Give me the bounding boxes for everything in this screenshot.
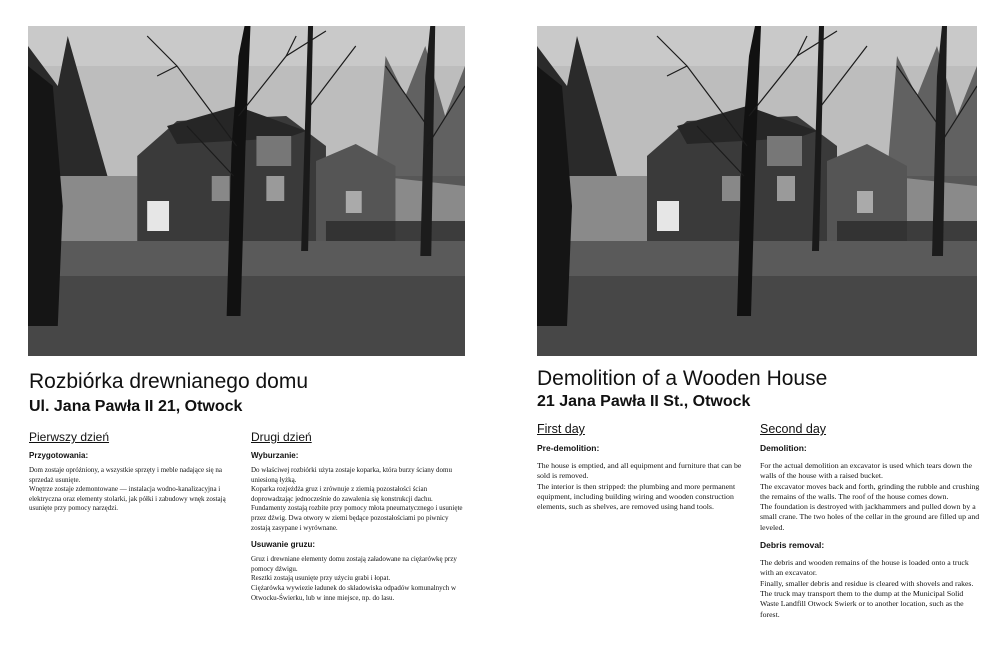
paragraph: Do właściwej rozbiórki użyta zostaje koparka, która burzy ściany domu uniesioną łyżką. <box>251 466 452 484</box>
paragraph: Koparka rozjeżdża gruz i zrównuje z ziemią pozostałości ścian doprowadzając jednocześnie do zawalenia się konstrukcji dachu. <box>251 485 433 503</box>
paragraph: Fundamenty zostają rozbite przy pomocy młota pneumatycznego i usunięte przez dźwig. Dwa otwory w ziemi będące pozostałościami po piwnicy zostają zasypane i wyrównane. <box>251 504 463 532</box>
paragraph: The debris and wooden remains of the house is loaded onto a truck with an excavator. <box>760 558 969 578</box>
paragraph: Gruz i drewniane elementy domu zostają załadowane na ciężarówkę przy pomocy dźwigu. <box>251 555 457 573</box>
day-one-column <box>29 430 244 514</box>
day-one-column <box>537 422 751 512</box>
day-two-column <box>760 422 982 620</box>
page-subtitle: Ul. Jana Pawła II 21, Otwock <box>29 398 243 415</box>
day-two-column <box>251 430 466 603</box>
section-title: Pre-demolition: <box>537 443 600 453</box>
house-photo <box>28 26 465 356</box>
paragraph: For the actual demolition an excavator is used which tears down the walls of the house with a raised bucket. <box>760 461 972 481</box>
paragraph: Resztki zostają usunięte przy użyciu grabi i łopat. <box>251 574 391 583</box>
house-photo <box>537 26 977 356</box>
spacer <box>760 533 982 540</box>
english-page <box>508 0 1000 669</box>
paragraph: Wnętrze zostaje zdemontowane — instalacja wodno-kanalizacyjna i elektryczna oraz elementy stolarki, jak półki i zabudowy wnęk zostają usunięte przy pomocy narzędzi. <box>29 485 226 513</box>
page-title: Demolition of a Wooden House <box>537 367 828 390</box>
day-two-heading: Drugi dzień <box>251 430 312 444</box>
day-one-heading: Pierwszy dzień <box>29 430 110 444</box>
paragraph: The foundation is destroyed with jackhammers and pulled down by a small crane. The two holes of the cellar in the ground are filled up and leveled. <box>760 502 980 532</box>
wooden-house-image <box>28 26 465 356</box>
page-gutter <box>492 0 508 669</box>
section-title: Przygotowania: <box>29 451 89 460</box>
section-title: Demolition: <box>760 443 807 453</box>
paragraph: The interior is then stripped: the plumbing and more permanent equipment, including building wiring and wooden construction elements, such as shelves, are removed using hand tools. <box>537 481 736 512</box>
section-title: Usuwanie gruzu: <box>251 540 316 550</box>
polish-page <box>0 0 492 669</box>
day-one-heading: First day <box>537 422 585 436</box>
paragraph: The excavator moves back and forth, grinding the rubble and crushing the remains of the walls. The roof of the house comes down. <box>760 481 980 501</box>
paragraph: The truck may transport them to the dump at the Municipal Solid Waste Landfill Otwock Swierk or to another location, such as the forest. <box>760 588 964 619</box>
page-subtitle: 21 Jana Pawła II St., Otwock <box>537 393 751 410</box>
page-title: Rozbiórka drewnianego domu <box>29 370 308 393</box>
paragraph: The house is emptied, and all equipment and furniture that can be sold is removed. <box>537 461 742 481</box>
spacer <box>251 533 466 540</box>
wooden-house-image <box>537 26 977 356</box>
section-title: Debris removal: <box>760 540 825 551</box>
paragraph: Ciężarówka wywiezie ładunek do składowiska odpadów komunalnych w Otwocku-Świerku, lub w inne miejsce, np. do lasu. <box>251 583 457 602</box>
paragraph: Dom zostaje opróżniony, a wszystkie sprzęty i meble nadające się na sprzedaż usunięte. <box>29 466 222 484</box>
section-title: Wyburzanie: <box>251 451 299 460</box>
day-two-heading: Second day <box>760 422 827 436</box>
paragraph: Finally, smaller debris and residue is cleared with shovels and rakes. <box>760 578 974 588</box>
